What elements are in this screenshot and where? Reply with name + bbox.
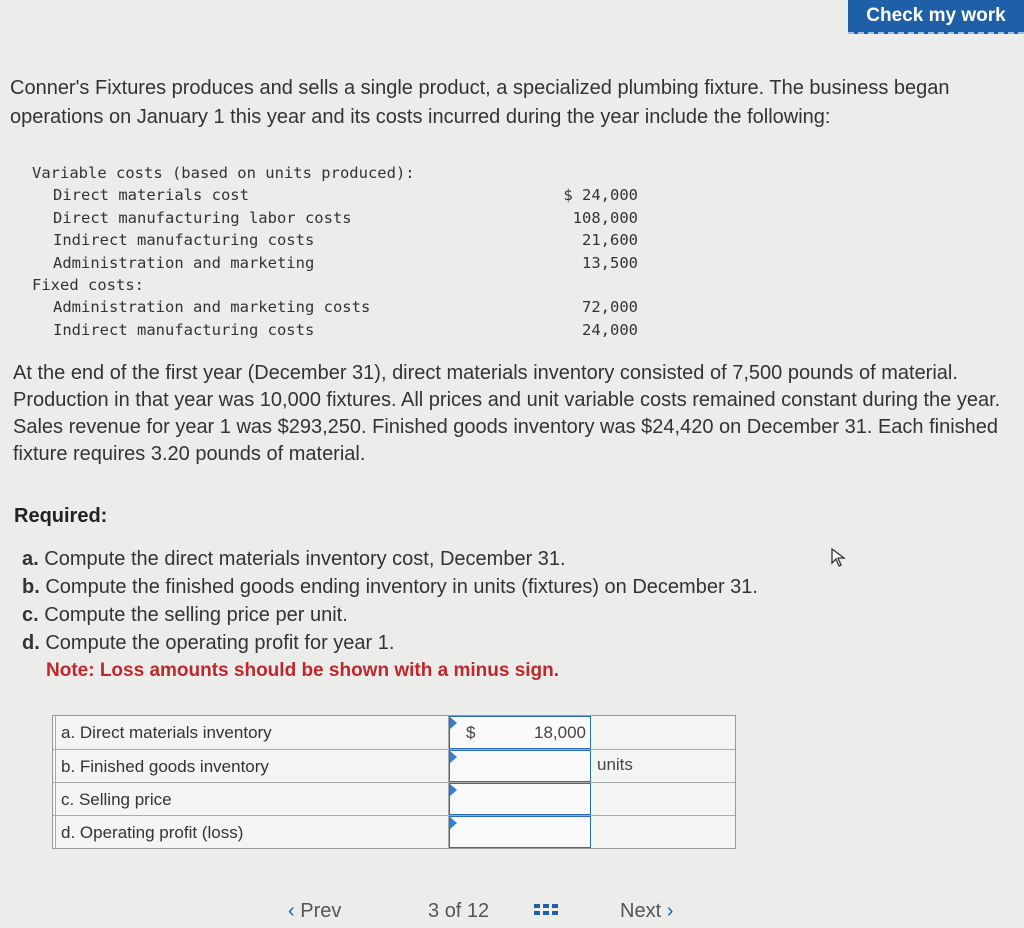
unit-label [591, 816, 735, 848]
chevron-left-icon: ‹ [288, 900, 295, 922]
question-item: c. Compute the selling price per unit. [22, 604, 348, 626]
selling-price-input[interactable] [449, 783, 591, 815]
grid-view-icon[interactable] [534, 904, 558, 922]
unit-label [591, 716, 735, 749]
unit-label [591, 783, 735, 815]
direct-materials-input[interactable]: $ 18,000 [449, 716, 591, 749]
cost-row: Administration and marketing 13,500 [53, 253, 638, 272]
answer-label: a. Direct materials inventory [55, 716, 449, 749]
answer-label: c. Selling price [55, 783, 449, 815]
page-counter: 3 of 12 [428, 900, 490, 922]
cost-row: Administration and marketing costs 72,000 [53, 298, 638, 317]
cost-row: Indirect manufacturing costs 21,600 [53, 231, 638, 250]
input-flag-icon [450, 817, 457, 829]
required-heading: Required: [14, 505, 108, 527]
answer-row [53, 815, 735, 848]
question-item: b. Compute the finished goods ending inventory in units (fixtures) on December 31. [22, 576, 758, 598]
question-list [22, 545, 922, 685]
input-flag-icon [450, 784, 457, 796]
cost-schedule [32, 162, 672, 341]
question-item: d. Compute the operating profit for year 1. [22, 632, 395, 654]
unit-label: units [597, 755, 633, 774]
loss-note: Note: Loss amounts should be shown with a minus sign. [46, 660, 560, 681]
cost-row: Direct manufacturing labor costs 108,000 [53, 208, 638, 227]
input-flag-icon [450, 751, 457, 763]
input-flag-icon [450, 717, 457, 729]
answer-label: d. Operating profit (loss) [55, 816, 449, 848]
variable-costs-heading: Variable costs (based on units produced): [32, 164, 415, 182]
cost-row: Indirect manufacturing costs 24,000 [53, 320, 638, 339]
operating-profit-input[interactable] [449, 816, 591, 848]
prev-button[interactable]: ‹ Prev [288, 900, 342, 922]
answer-row [53, 749, 735, 782]
pagination [0, 900, 1024, 922]
finished-goods-input[interactable] [449, 750, 591, 782]
answer-table [52, 715, 736, 849]
next-button[interactable]: Next › [620, 900, 674, 922]
mouse-cursor-icon [830, 547, 848, 569]
answer-label: b. Finished goods inventory [55, 750, 449, 782]
fixed-costs-heading: Fixed costs: [32, 275, 144, 294]
check-my-work-button[interactable]: Check my work [848, 0, 1024, 34]
question-item: a. Compute the direct materials inventory cost, December 31. [22, 548, 566, 570]
chevron-right-icon: › [666, 900, 674, 922]
cost-row: Direct materials cost $ 24,000 [53, 186, 638, 205]
answer-row [53, 716, 735, 749]
problem-details: At the end of the first year (December 31), direct materials inventory consisted of 7,500 pounds of material. Production in that year was 10,000 fixtures. All prices and unit variable costs remained constant during the year. Sales revenue for year 1 was $293,250. Finished goods inventory was $24,420 on December 31. Each finished fixture requires 3.20 pounds of material. [13, 362, 1001, 465]
problem-intro: Conner's Fixtures produces and sells a single product, a specialized plumbing fixture. The business began operations on January 1 this year and its costs incurred during the year include the following: [10, 77, 950, 128]
answer-row [53, 782, 735, 815]
